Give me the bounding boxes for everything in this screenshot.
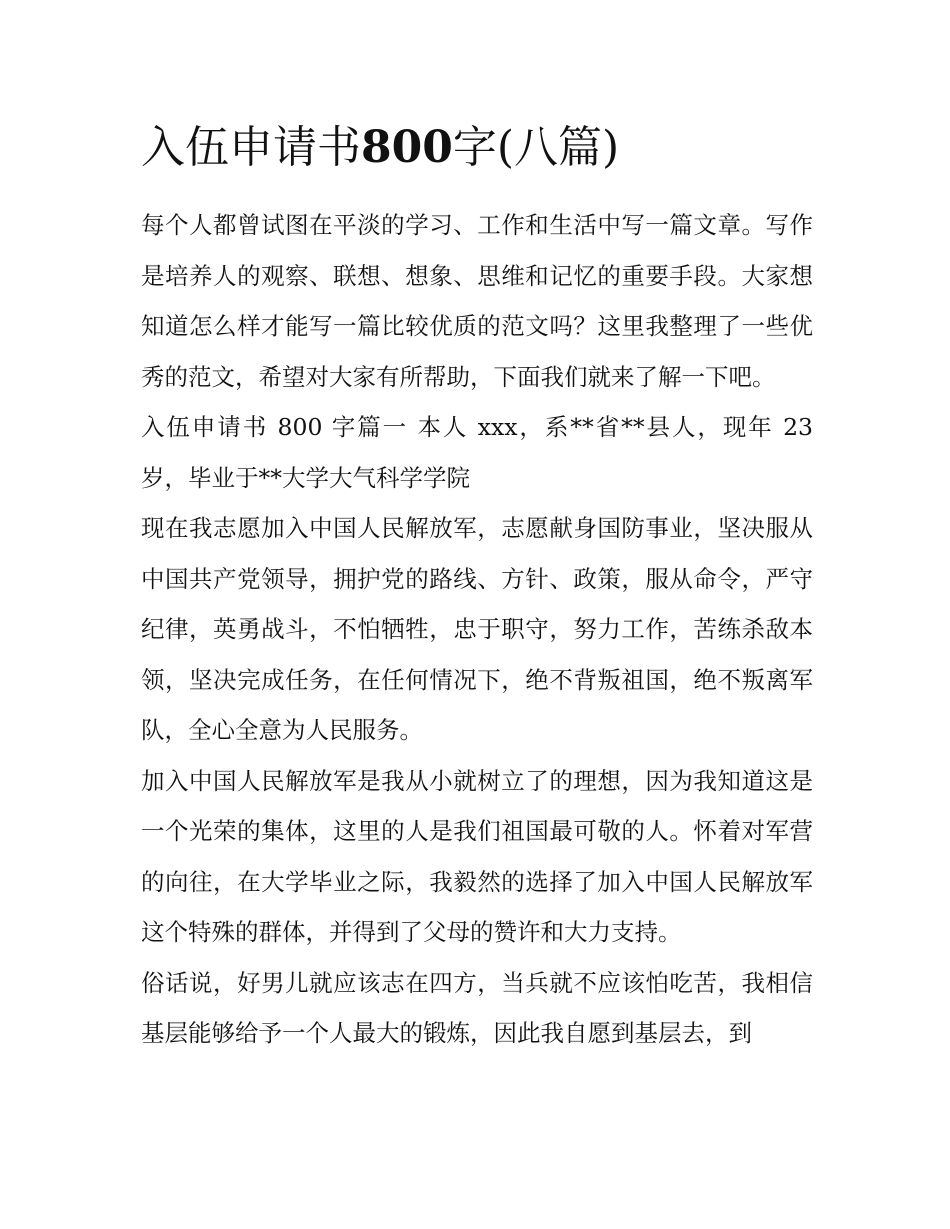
paragraph-section-one-heading: 入伍申请书 800 字篇一 本人 xxx，系**省**县人，现年 23 岁，毕业于**大学大气科学学院 — [141, 413, 813, 492]
paragraph-motivation: 加入中国人民解放军是我从小就树立了的理想，因为我知道这是一个光荣的集体，这里的人是我们祖国最可敬的人。怀着对军营的向往，在大学毕业之际，我毅然的选择了加入中国人民解放军这个特殊的群体，并得到了父母的赞许和大力支持。 — [141, 766, 813, 946]
document-title — [141, 118, 813, 178]
paragraph-grassroots: 俗话说，好男儿就应该志在四方，当兵就不应该怕吃苦，我相信基层能够给予一个人最大的锻炼，因此我自愿到基层去，到 — [141, 968, 813, 1047]
paragraph-pledge: 现在我志愿加入中国人民解放军，志愿献身国防事业，坚决服从中国共产党领导，拥护党的路线、方针、政策，服从命令，严守纪律，英勇战斗，不怕牺牲，忠于职守，努力工作，苦练杀敌本领，坚决完成任务，在任何情况下，绝不背叛祖国，绝不叛离军队，全心全意为人民服务。 — [141, 514, 813, 744]
title-prefix: 入伍申请书 — [141, 122, 361, 173]
title-suffix: 字(八篇) — [452, 122, 620, 173]
title-number: 800 — [361, 122, 453, 173]
paragraph-intro: 每个人都曾试图在平淡的学习、工作和生活中写一篇文章。写作是培养人的观察、联想、想象、思维和记忆的重要手段。大家想知道怎么样才能写一篇比较优质的范文吗？这里我整理了一些优秀的范文，希望对大家有所帮助，下面我们就来了解一下吧。 — [141, 211, 813, 391]
document-body — [141, 118, 813, 1059]
